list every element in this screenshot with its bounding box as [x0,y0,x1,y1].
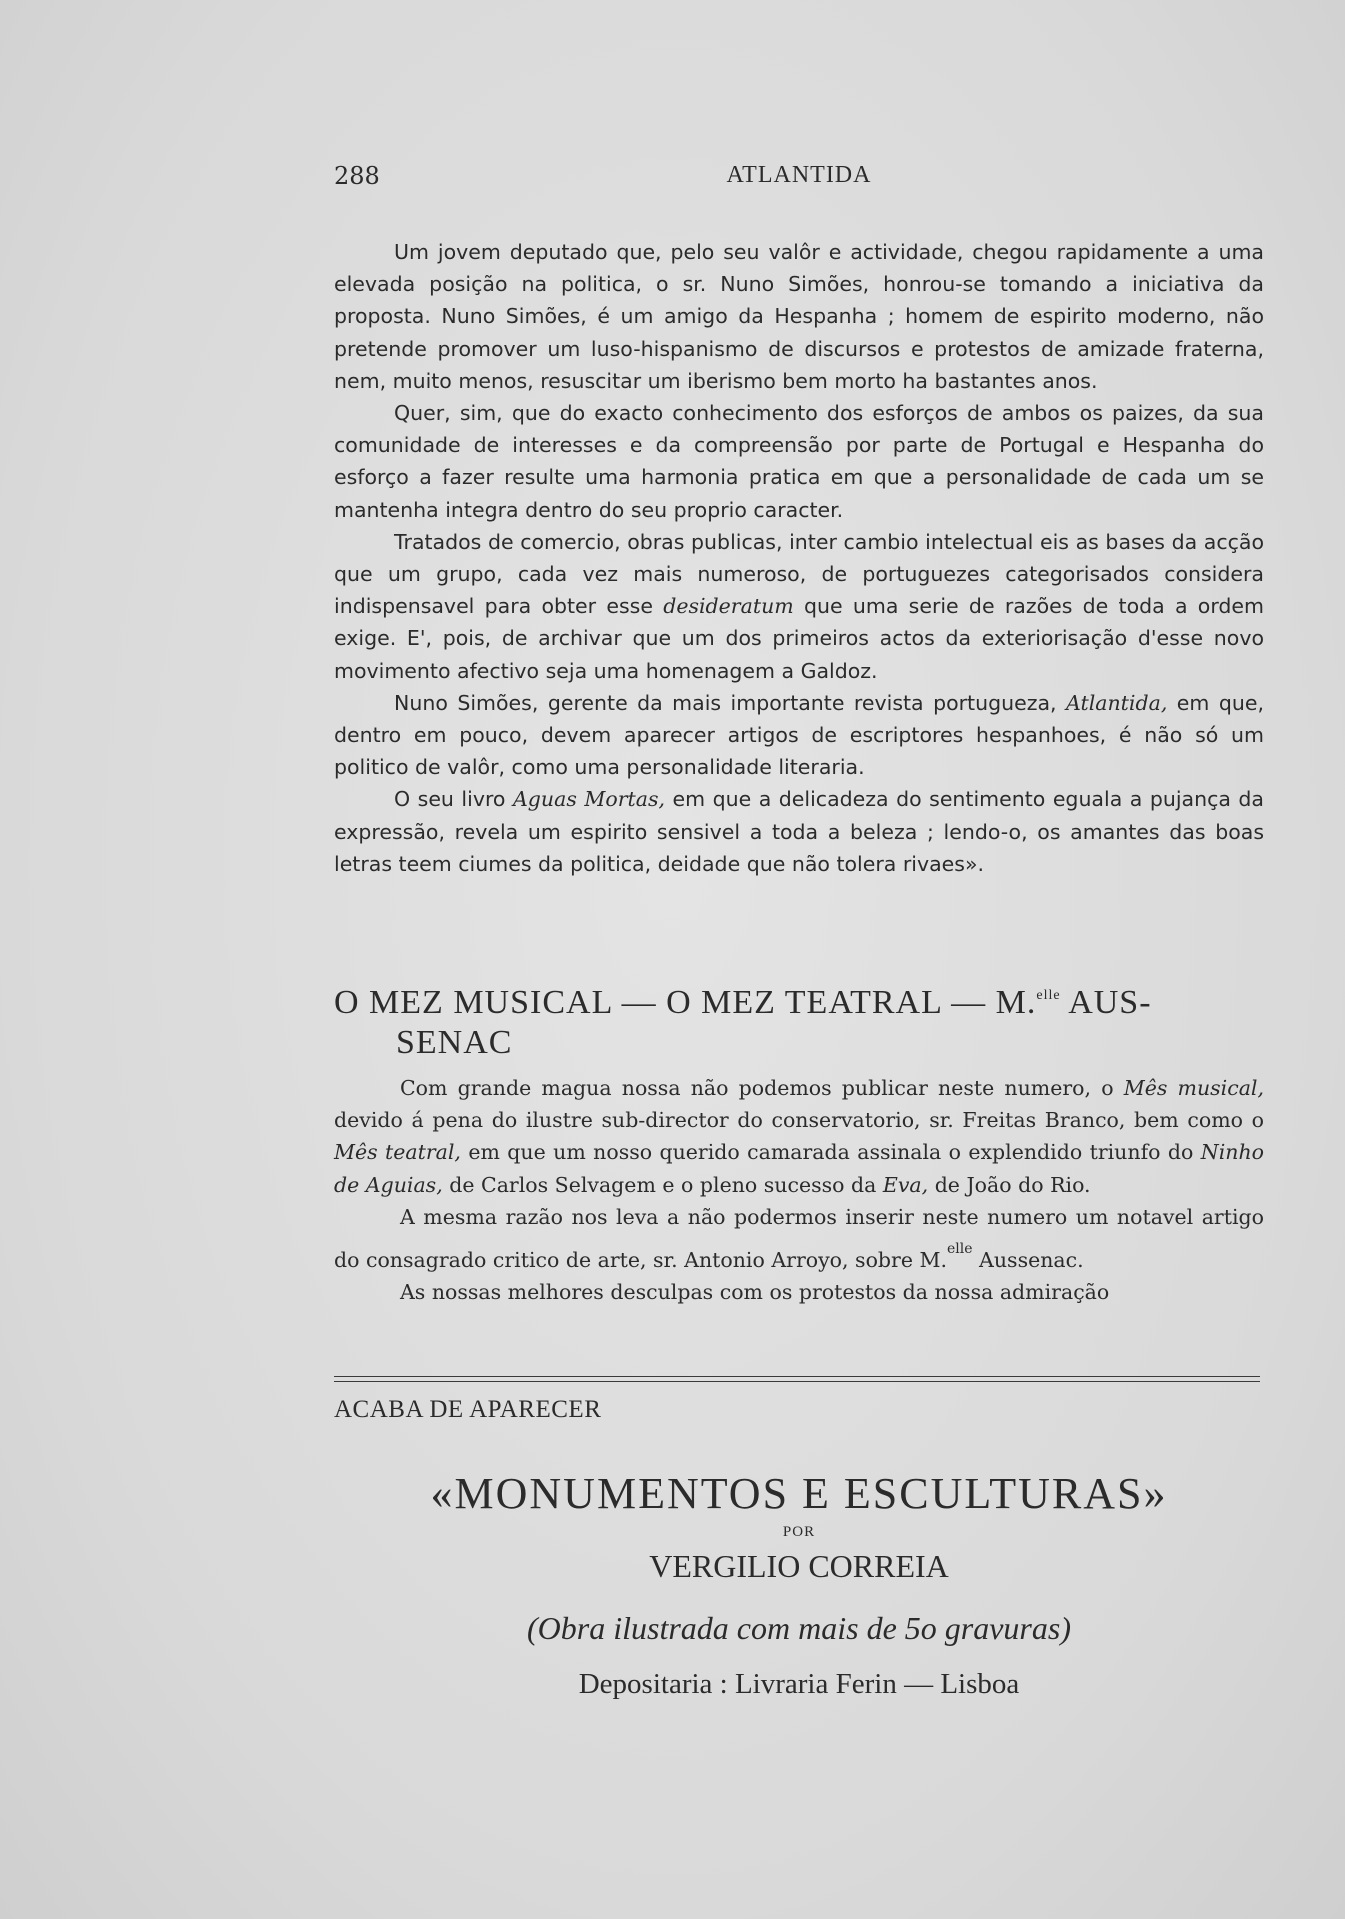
page-header [334,162,1264,202]
article-paragraph [334,783,1264,880]
paragraph-text: A mesma razão nos leva a não podermos inserir neste numero um notavel artigo do consagrado critico de arte, sr. Antonio Arroyo, sobre M. [334,1204,1264,1273]
heading-superscript: elle [1036,988,1061,1003]
paragraph-text: de Carlos Selvagem e o pleno sucesso da [442,1172,883,1197]
article-paragraph [334,397,1264,526]
heading-text: SENAC [396,1024,513,1061]
page-number: 288 [334,162,380,190]
paragraph-text: Aussenac. [972,1248,1084,1273]
italic-title: Atlantida, [1066,690,1168,715]
heading-text: AUS- [1060,984,1152,1021]
paragraph-text: Nuno Simões, gerente da mais importante revista portugueza, [394,690,1067,715]
divider-rule [334,1381,1260,1382]
article-paragraph [334,526,1264,687]
paragraph-text: em que, dentro em pouco, devem aparecer artigos de escriptores hespanhoes, é não só um politico de valôr, como uma personalidade literaria. [334,690,1264,780]
ad-kicker: ACABA DE APARECER [334,1396,602,1423]
superscript: elle [947,1241,973,1258]
ad-book-title: «MONUMENTOS E ESCULTURAS» [430,1469,1168,1518]
notice-paragraph [334,1072,1264,1201]
italic-title: Aguas Mortas, [512,787,665,812]
italic-term: desideratum [663,594,794,619]
article-body [334,236,1264,880]
paragraph-text: em que um nosso querido camarada assinala o explendido triunfo do [460,1140,1201,1165]
paragraph-text: Com grande magua nossa não podemos publicar neste numero, o [400,1076,1124,1100]
notice-paragraph [334,1276,1264,1308]
paragraph-text: Quer, sim, que do exacto conhecimento dos esforços de ambos os paizes, da sua comunidade de interesses e da compreensão por parte de Portugal e Hespanha do esforço a fazer resulte uma harmonia pratica em que a personalidade de cada um se mantenha integra dentro do seu proprio caracter. [334,401,1264,522]
italic-title: Mês teatral, [334,1140,461,1165]
notice-body [334,1072,1264,1308]
paragraph-text: de João do Rio. [928,1172,1091,1197]
section-heading [334,976,1264,1063]
paragraph-text: Tratados de comercio, obras publicas, inter cambio intelectual eis as bases da acção que um grupo, cada vez mais numeroso, de portuguezes categorisados considera indispensavel para obter esse [334,529,1264,619]
italic-title: Ninho de Aguias, [334,1140,1264,1197]
ad-subtitle: (Obra ilustrada com mais de 5o gravuras) [527,1610,1071,1646]
running-title: ATLANTIDA [726,162,872,188]
heading-text: O MEZ MUSICAL — O MEZ TEATRAL — M. [334,984,1037,1021]
italic-title: Eva, [882,1172,929,1197]
paragraph-text: em que a delicadeza do sentimento eguala a pujança da expressão, revela um espirito sensivel a toda a beleza ; lendo-o, os amantes das boas letras teem ciumes da politica, deidade que não tolera rivaes». [334,787,1264,876]
advertisement [334,1396,1264,1700]
divider-rule [334,1376,1260,1377]
ad-by-label: POR [782,1524,816,1540]
ad-author: VERGILIO CORREIA [649,1548,949,1584]
notice-paragraph [334,1201,1264,1276]
paragraph-text: As nossas melhores desculpas com os protestos da nossa admiração [400,1280,1110,1305]
article-paragraph [334,687,1264,784]
paragraph-text: que uma serie de razões de toda a ordem exige. E', pois, de archivar que um dos primeiros actos da exteriorisação d'esse novo movimento afectivo seja uma homenagem a Galdoz. [334,594,1265,683]
paragraph-text: Um jovem deputado que, pelo seu valôr e actividade, chegou rapidamente a uma elevada posição na politica, o sr. Nuno Simões, honrou-se tomando a iniciativa da proposta. Nuno Simões, é um amigo da Hespanha ; homem de espirito moderno, não pretende promover um luso-hispanismo de discursos e protestos de amizade fraterna, nem, muito menos, resuscitar um iberismo bem morto ha bastantes anos. [334,240,1264,393]
article-paragraph [334,236,1264,397]
ad-depository: Depositaria : Livraria Ferin — Lisboa [578,1668,1020,1700]
paragraph-text: O seu livro [394,787,513,812]
paragraph-text: devido á pena do ilustre sub-director do conservatorio, sr. Freitas Branco, bem como o [334,1108,1264,1133]
italic-title: Mês musical, [1123,1076,1264,1100]
